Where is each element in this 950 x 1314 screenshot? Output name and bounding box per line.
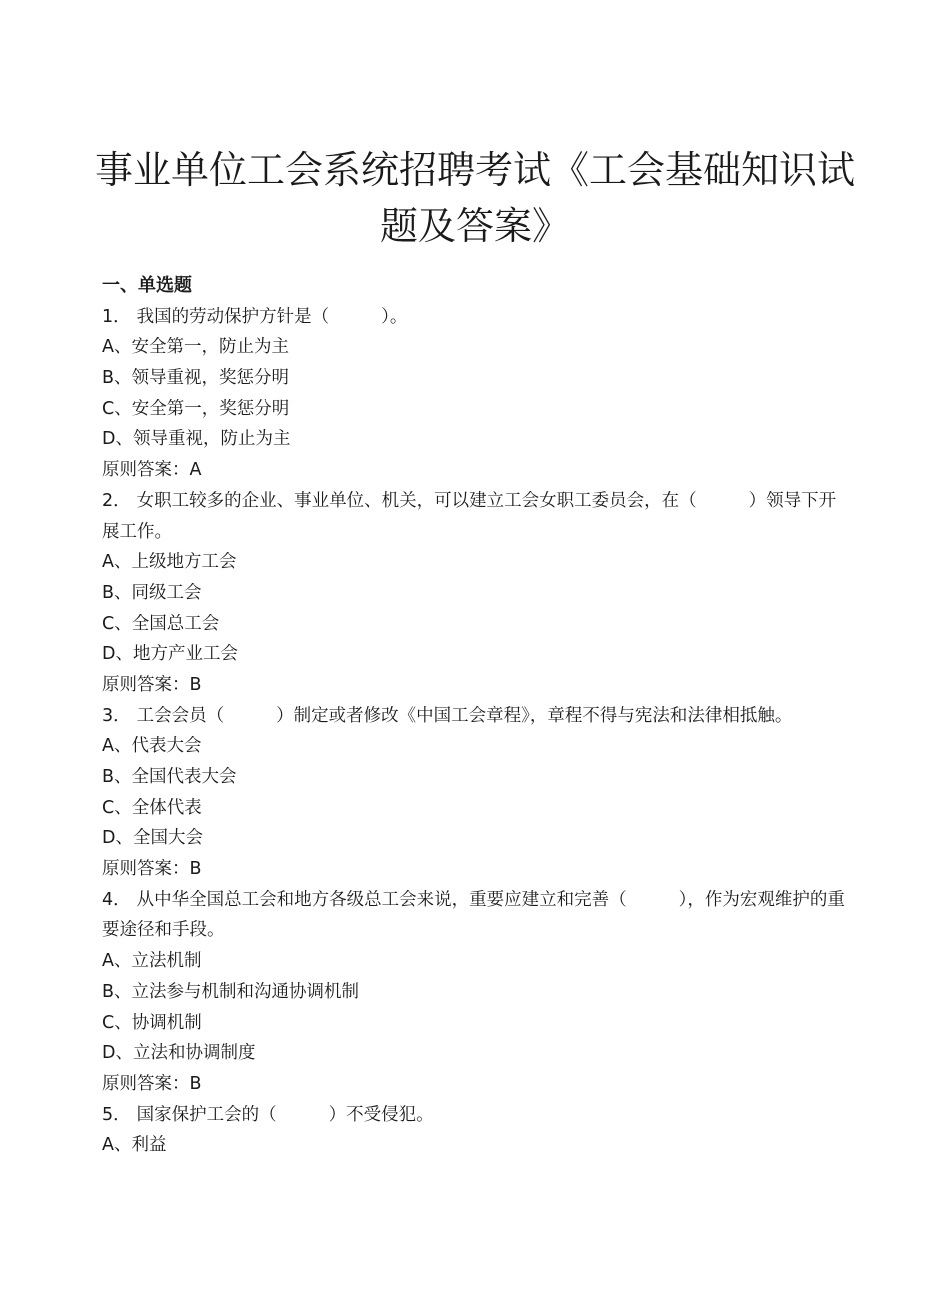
answer-label: 原则答案： [102, 460, 190, 481]
answer-label: 原则答案： [102, 674, 190, 695]
answer-value: B [189, 1073, 202, 1094]
answer-value: B [189, 859, 202, 880]
option-item: A、安全第一，防止为主 [102, 337, 289, 358]
question-text: ）。 [381, 306, 408, 327]
question-text: ）不受侵犯。 [328, 1104, 434, 1125]
option-item: B、全国代表大会 [102, 767, 237, 788]
question-text: 工会会员（ [136, 705, 225, 726]
option-item: C、安全第一，奖惩分明 [102, 398, 290, 419]
question-stem [102, 302, 852, 333]
question-number: 3． [102, 705, 131, 726]
answer-label: 原则答案： [102, 1073, 190, 1094]
question-text: ）制定或者修改《中国工会章程》，章程不得与宪法和法律相抵触。 [276, 705, 793, 726]
option-item: C、全国总工会 [102, 613, 220, 634]
question-stem [102, 885, 852, 946]
question-text: 国家保护工会的（ [136, 1104, 277, 1125]
question-number: 2． [102, 490, 131, 511]
option-item: B、同级工会 [102, 582, 202, 603]
option-item: D、全国大会 [102, 828, 203, 849]
question-number: 1． [102, 306, 131, 327]
answer-line [102, 455, 852, 486]
option-item: D、立法和协调制度 [102, 1043, 256, 1064]
question-text: 我国的劳动保护方针是（ [136, 306, 330, 327]
answer-line [102, 670, 852, 701]
question-stem [102, 486, 852, 547]
option-item: D、地方产业工会 [102, 644, 238, 665]
answer-line [102, 854, 852, 885]
option-item: A、代表大会 [102, 736, 202, 757]
option-item: C、协调机制 [102, 1012, 202, 1033]
section-heading: 一、单选题 [102, 275, 192, 296]
option-item: D、领导重视，防止为主 [102, 429, 291, 450]
document-content [102, 271, 852, 1161]
option-item: A、利益 [102, 1135, 167, 1156]
answer-value: B [189, 674, 202, 695]
question-text: ），作为宏观维护的重要途径和手段。 [102, 889, 845, 941]
answer-value: A [189, 460, 202, 481]
option-item: B、立法参与机制和沟通协调机制 [102, 981, 360, 1002]
document-title: 事业单位工会系统招聘考试《工会基础知识试题及答案》 [94, 148, 855, 248]
option-item: C、全体代表 [102, 797, 202, 818]
question-stem [102, 701, 852, 732]
answer-label: 原则答案： [102, 859, 190, 880]
question-stem [102, 1100, 852, 1131]
question-text: 从中华全国总工会和地方各级总工会来说，重要应建立和完善（ [136, 889, 627, 910]
option-item: A、立法机制 [102, 951, 202, 972]
question-text: 女职工较多的企业、事业单位、机关，可以建立工会女职工委员会，在（ [136, 490, 697, 511]
option-item: A、上级地方工会 [102, 552, 237, 573]
question-text: ）领导下开展工作。 [102, 490, 837, 542]
option-item: B、领导重视，奖惩分明 [102, 368, 290, 389]
question-number: 4． [102, 889, 131, 910]
answer-line [102, 1069, 852, 1100]
question-number: 5． [102, 1104, 131, 1125]
